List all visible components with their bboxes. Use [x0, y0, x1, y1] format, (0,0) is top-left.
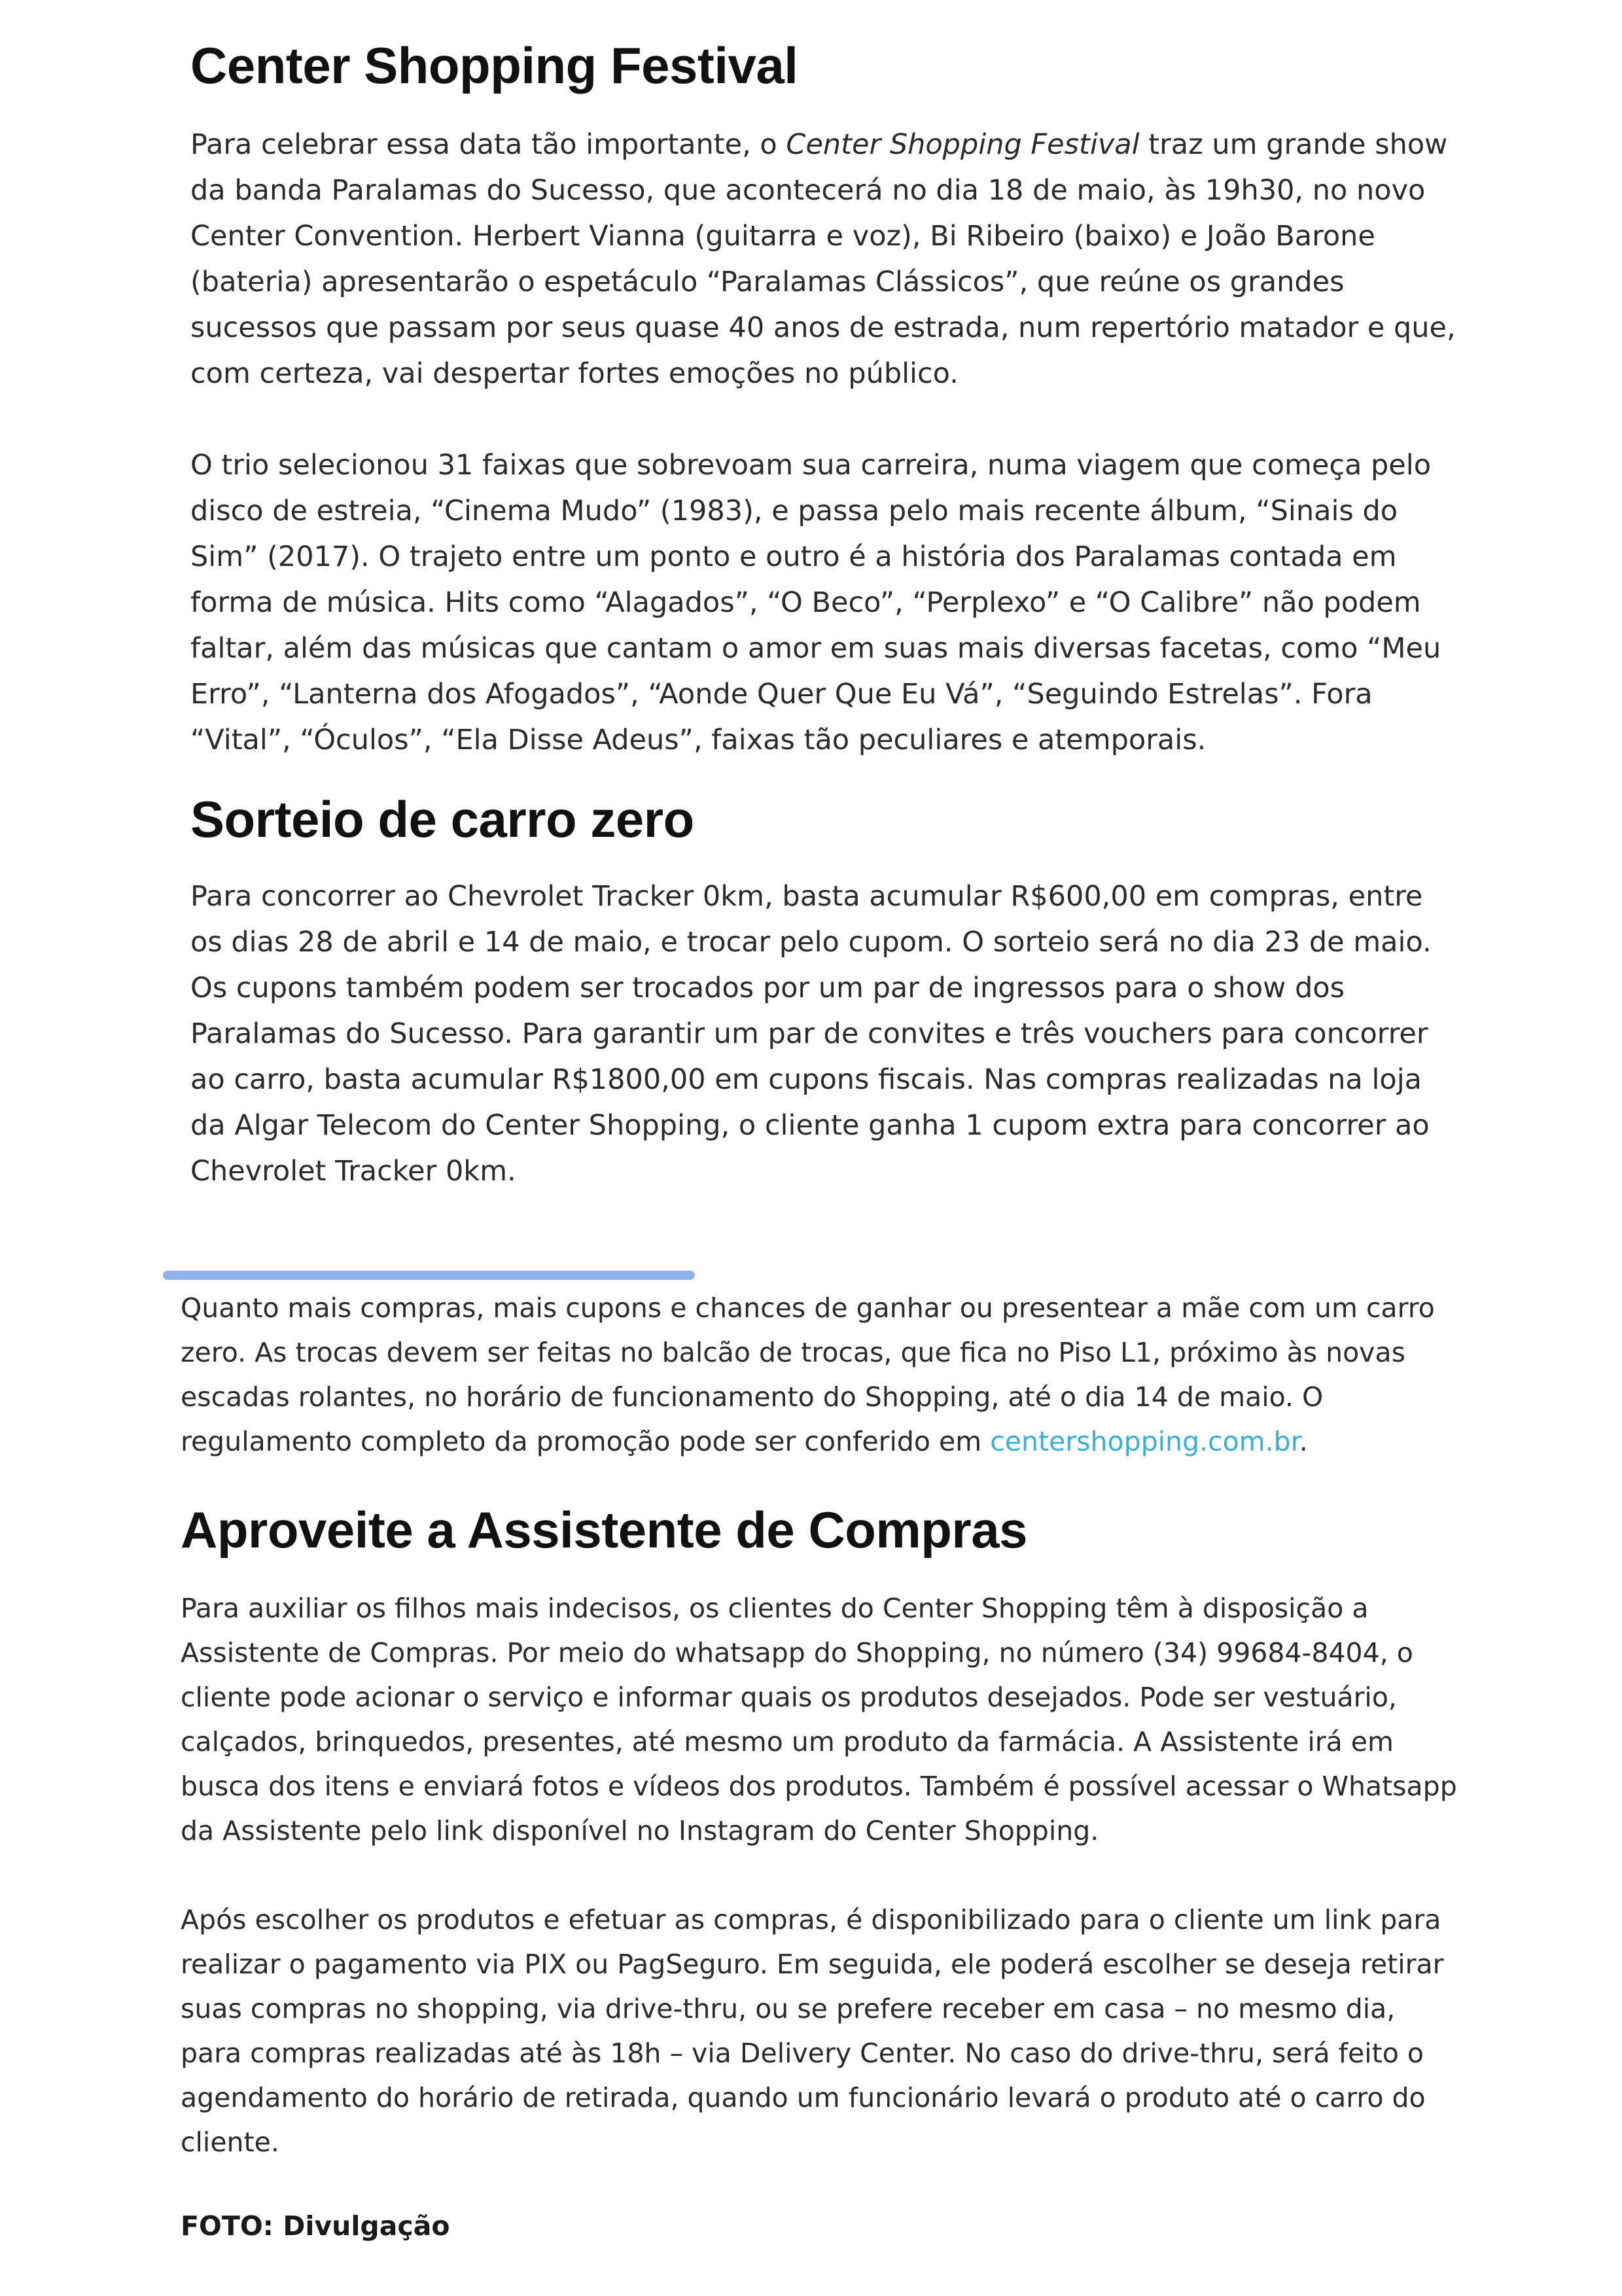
assistente-paragraph-2: Após escolher os produtos e efetuar as compras, é disponibilizado para o cliente um link para realizar o pagamento via PIX ou PagSeguro. Em seguida, ele poderá escolher se deseja retirar suas compras no shopping, via drive-thru, ou se prefere receber em casa – no mesmo dia, para compras realizadas até às 18h – via Delivery Center. No caso do drive-thru, será feito o agendamento do horário de retirada, quando um funcionário levará o produto até o carro do cliente.: [181, 1903, 1444, 2158]
sorteio-paragraph-2: [181, 1286, 1463, 1464]
heading-center-shopping-festival: Center Shopping Festival: [190, 37, 798, 94]
article-part-2: [181, 1286, 1463, 2242]
heading-sorteio: Sorteio de carro zero: [190, 790, 694, 848]
festival-p1-text-start: Para celebrar essa data tão importante, o: [190, 128, 786, 161]
photo-credit: FOTO: Divulgação: [181, 2210, 450, 2242]
heading-assistente: Aproveite a Assistente de Compras: [181, 1501, 1028, 1559]
centershopping-link[interactable]: centershopping.com.br: [990, 1426, 1299, 1457]
section-divider: [163, 1271, 695, 1280]
festival-p1-italic: Center Shopping Festival: [786, 128, 1140, 161]
festival-paragraph-2: O trio selecionou 31 faixas que sobrevoam sua carreira, numa viagem que começa pelo disco de estreia, “Cinema Mudo” (1983), e passa pelo mais recente álbum, “Sinais do Sim” (2017). O trajeto entre um ponto e outro é a história dos Paralamas contada em forma de música. Hits como “Alagados”, “O Beco”, “Perplexo” e “O Calibre” não podem faltar, além das músicas que cantam o amor em suas mais diversas facetas, como “Meu Erro”, “Lanterna dos Afogados”, “Aonde Quer Que Eu Vá”, “Seguindo Estrelas”. Fora “Vital”, “Óculos”, “Ela Disse Adeus”, faixas tão peculiares e atemporais.: [190, 448, 1441, 756]
sorteio-paragraph-1: Para concorrer ao Chevrolet Tracker 0km, basta acumular R$600,00 em compras, entre os dias 28 de abril e 14 de maio, e trocar pelo cupom. O sorteio será no dia 23 de maio. Os cupons também podem ser trocados por um par de ingressos para o show dos Paralamas do Sucesso. Para garantir um par de convites e três vouchers para concorrer ao carro, basta acumular R$1800,00 em cupons fiscais. Nas compras realizadas na loja da Algar Telecom do Center Shopping, o cliente ganha 1 cupom extra para concorrer ao Chevrolet Tracker 0km.: [190, 880, 1432, 1188]
article-part-1: [190, 35, 1460, 1194]
sorteio-p2-end: .: [1299, 1426, 1308, 1457]
festival-paragraph-1: [190, 122, 1460, 397]
sorteio-p2-text: Quanto mais compras, mais cupons e chances de ganhar ou presentear a mãe com um carro zero. As trocas devem ser feitas no balcão de trocas, que fica no Piso L1, próximo às novas escadas rolantes, no horário de funcionamento do Shopping, até o dia 14 de maio. O regulamento completo da promoção pode ser conferido em: [181, 1292, 1435, 1457]
festival-p1-text-end: traz um grande show da banda Paralamas do Sucesso, que acontecerá no dia 18 de maio, às 19h30, no novo Center Convention. Herbert Vianna (guitarra e voz), Bi Ribeiro (baixo) e João Barone (bateria) apresentarão o espetáculo “Paralamas Clássicos”, que reúne os grandes sucessos que passam por seus quase 40 anos de estrada, num repertório matador e que, com certeza, vai despertar fortes emoções no público.: [190, 128, 1456, 390]
assistente-paragraph-1: Para auxiliar os filhos mais indecisos, os clientes do Center Shopping têm à disposição a Assistente de Compras. Por meio do whatsapp do Shopping, no número (34) 99684-8404, o cliente pode acionar o serviço e informar quais os produtos desejados. Pode ser vestuário, calçados, brinquedos, presentes, até mesmo um produto da farmácia. A Assistente irá em busca dos itens e enviará fotos e vídeos dos produtos. Também é possível acessar o Whatsapp da Assistente pelo link disponível no Instagram do Center Shopping.: [181, 1592, 1457, 1846]
